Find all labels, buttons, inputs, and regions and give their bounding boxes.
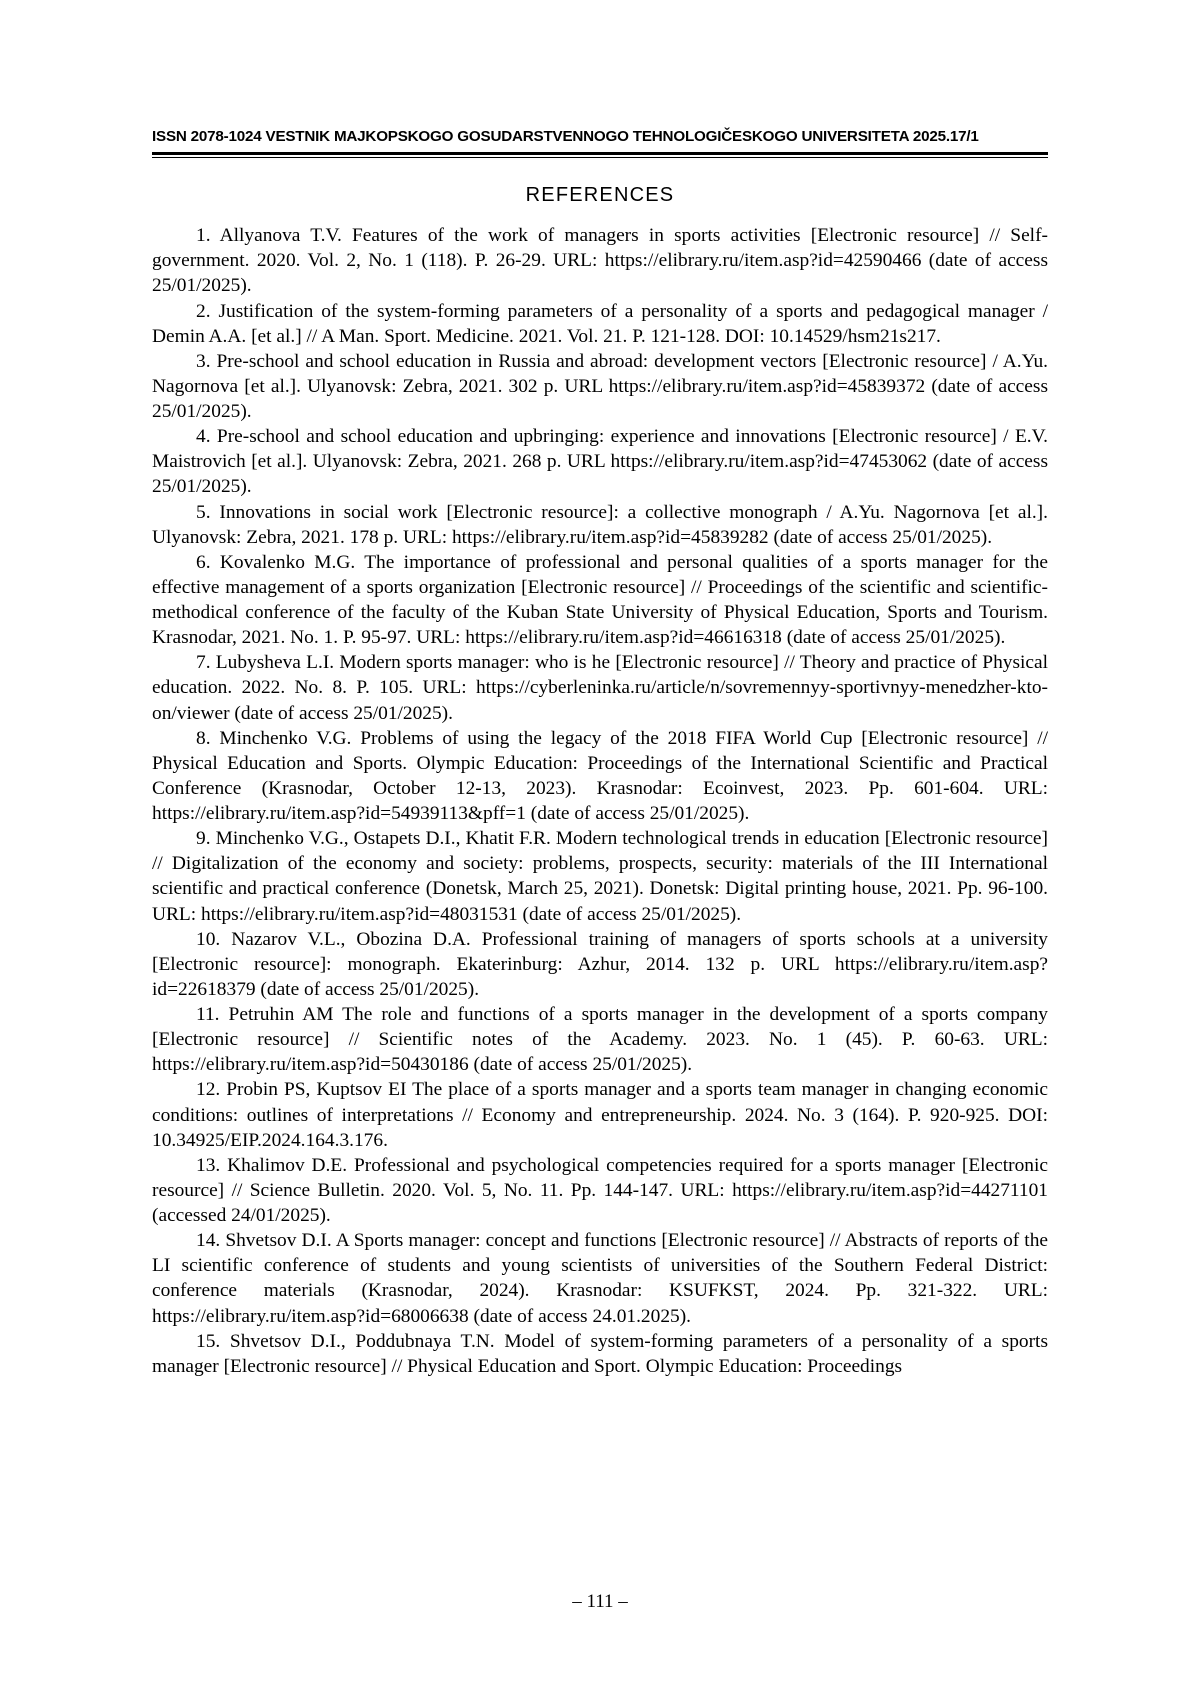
page-title: REFERENCES: [525, 184, 675, 207]
reference-item: 13. Khalimov D.E. Professional and psychological competencies required for a sports manager [Electronic resource] // Science Bulletin. 2020. Vol. 5, No. 11. Pp. 144-147. URL: https://elibrary.ru/item.asp?id=44271101 (accessed 24/01/2025).: [152, 1154, 1048, 1227]
reference-item: 11. Petruhin AM The role and functions of a sports manager in the development of a sports company [Electronic resource] // Scientific notes of the Academy. 2023. No. 1 (45). P. 60-63. URL: https://elibrary.ru/item.asp?id=50430186 (date of access 25/01/2025).: [152, 1004, 1048, 1076]
reference-item: 1. Allyanova T.V. Features of the work of managers in sports activities [Electronic resource] // Self-government. 2020. Vol. 2, No. 1 (118). P. 26-29. URL: https://elibrary.ru/item.asp?id=42590466 (date of access 25/01/2025).: [152, 225, 1048, 297]
header-rule: [152, 152, 1048, 158]
reference-list: [152, 223, 1048, 1379]
reference-item: 14. Shvetsov D.I. A Sports manager: concept and functions [Electronic resource] // Abstracts of reports of the LI scientific conference of students and young scientists of universities of the Southern Federal District: conference materials (Krasnodar, 2024). Krasnodar: KSUFKST, 2024. Pp. 321-322. URL: https://elibrary.ru/item.asp?id=68006638 (date of access 24.01.2025).: [152, 1230, 1048, 1327]
reference-item: 12. Probin PS, Kuptsov EI The place of a sports manager and a sports team manager in changing economic conditions: outlines of interpretations // Economy and entrepreneurship. 2024. No. 3 (164). P. 920-925. DOI: 10.34925/EIP.2024.164.3.176.: [152, 1079, 1048, 1151]
header-rule-thin: [152, 157, 1048, 158]
reference-item: 15. Shvetsov D.I., Poddubnaya T.N. Model of system-forming parameters of a personality of a sports manager [Electronic resource] // Physical Education and Sport. Olympic Education: Proceedings: [152, 1330, 1048, 1377]
running-head: ISSN 2078-1024 VESTNIK MAJKOPSKOGO GOSUDARSTVENNOGO TEHNOLOGIČESKOGO UNIVERSITETA 2025.17/1: [152, 128, 979, 145]
reference-item: 2. Justification of the system-forming parameters of a personality of a sports and pedagogical manager / Demin A.A. [et al.] // A Man. Sport. Medicine. 2021. Vol. 21. P. 121-128. DOI: 10.14529/hsm21s217.: [152, 300, 1048, 347]
reference-item: 10. Nazarov V.L., Obozina D.A. Professional training of managers of sports schools at a university [Electronic resource]: monograph. Ekaterinburg: Azhur, 2014. 132 p. URL https://elibrary.ru/item.asp?id=22618379 (date of access 25/01/2025).: [152, 928, 1048, 1000]
reference-item: 7. Lubysheva L.I. Modern sports manager: who is he [Electronic resource] // Theory and practice of Physical education. 2022. No. 8. P. 105. URL: https://cyberleninka.ru/article/n/sovremennyy-sportivnyy-menedzher-kto-on/viewer (date of access 25/01/2025).: [152, 652, 1048, 724]
page-number: – 111 –: [572, 1591, 628, 1612]
reference-item: 8. Minchenko V.G. Problems of using the legacy of the 2018 FIFA World Cup [Electronic resource] // Physical Education and Sports. Olympic Education: Proceedings of the International Scientific and Practical Conference (Krasnodar, October 12-13, 2023). Krasnodar: Ecoinvest, 2023. Pp. 601-604. URL: https://elibrary.ru/item.asp?id=54939113&pff=1 (date of access 25/01/2025).: [152, 727, 1048, 825]
reference-item: 5. Innovations in social work [Electronic resource]: a collective monograph / A.Yu. Nagornova [et al.]. Ulyanovsk: Zebra, 2021. 178 p. URL: https://elibrary.ru/item.asp?id=45839282 (date of access 25/01/2025).: [152, 501, 1048, 548]
reference-item: 3. Pre-school and school education in Russia and abroad: development vectors [Electronic resource] / A.Yu. Nagornova [et al.]. Ulyanovsk: Zebra, 2021. 302 p. URL https://elibrary.ru/item.asp?id=45839372 (date of access 25/01/2025).: [152, 350, 1048, 423]
reference-item: 4. Pre-school and school education and upbringing: experience and innovations [Electronic resource] / E.V. Maistrovich [et al.]. Ulyanovsk: Zebra, 2021. 268 p. URL https://elibrary.ru/item.asp?id=47453062 (date of access 25/01/2025).: [152, 426, 1048, 498]
reference-item: 6. Kovalenko M.G. The importance of professional and personal qualities of a sports manager for the effective management of a sports organization [Electronic resource] // Proceedings of the scientific and scientific-methodical conference of the faculty of the Kuban State University of Physical Education, Sports and Tourism. Krasnodar, 2021. No. 1. P. 95-97. URL: https://elibrary.ru/item.asp?id=46616318 (date of access 25/01/2025).: [152, 551, 1048, 649]
reference-item: 9. Minchenko V.G., Ostapets D.I., Khatit F.R. Modern technological trends in education [Electronic resource] // Digitalization of the economy and society: problems, prospects, security: materials of the III International scientific and practical conference (Donetsk, March 25, 2021). Donetsk: Digital printing house, 2021. Pp. 96-100. URL: https://elibrary.ru/item.asp?id=48031531 (date of access 25/01/2025).: [152, 828, 1048, 925]
